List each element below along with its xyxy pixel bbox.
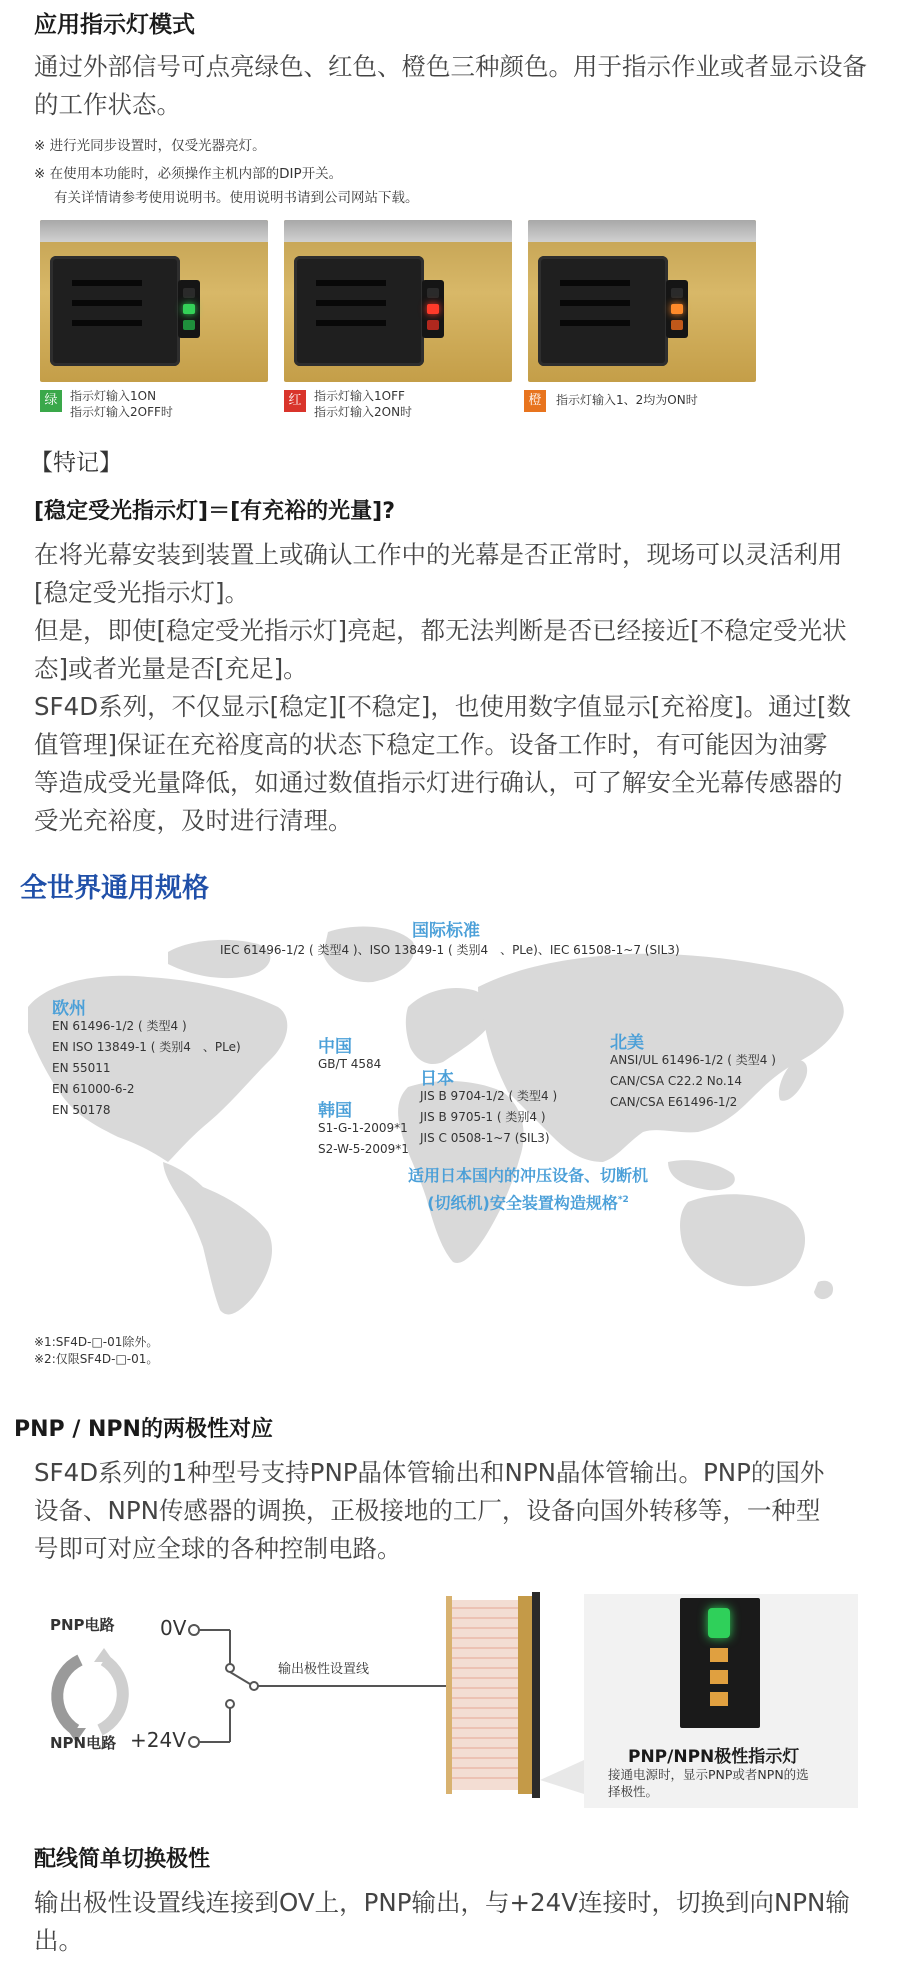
region-korea: 韩国 xyxy=(318,1101,352,1121)
v24-label: +24V xyxy=(130,1728,186,1752)
indicator-photo-orange xyxy=(528,220,756,382)
npn-circuit-label: NPN电路 xyxy=(50,1734,117,1752)
region-japan: 日本 xyxy=(420,1069,454,1089)
japan-standards: JIS B 9704-1/2 ( 类型4 ) JIS B 9705-1 ( 类别4 ) JIS C 0508-1~7 (SIL3) xyxy=(420,1089,558,1145)
international-standards: IEC 61496-1/2 ( 类型4 )、ISO 13849-1 ( 类别4 、PLe)、IEC 61508-1~7 (SIL3) xyxy=(220,943,680,957)
indicator-photo-green xyxy=(40,220,268,382)
indicator-photo-red xyxy=(284,220,512,382)
region-europe: 欧州 xyxy=(52,999,86,1019)
green-caption: 指示灯输入1ON 指示灯输入2OFF时 xyxy=(70,389,173,419)
green-badge: 绿 xyxy=(40,390,62,412)
region-international: 国际标准 xyxy=(412,921,480,941)
north-america-standards: ANSI/UL 61496-1/2 ( 类型4 ) CAN/CSA C22.2 No.14 CAN/CSA E61496-1/2 xyxy=(610,1053,776,1109)
korea-standards: S1-G-1-2009*1 S2-W-5-2009*1 xyxy=(318,1121,409,1156)
polarity-indicator-panel xyxy=(584,1594,858,1808)
map-footnotes: ※1:SF4D-□-01除外。 ※2:仅限SF4D-□-01。 xyxy=(34,1335,159,1366)
red-caption: 指示灯输入1OFF 指示灯输入2ON时 xyxy=(314,389,413,419)
indicator-note-1: ※ 进行光同步设置时，仅受光器亮灯。 xyxy=(34,138,266,154)
special-note-body: 在将光幕安装到装置上或确认工作中的光幕是否正常时，现场可以灵活利用 [稳定受光指示灯]。 但是，即使[稳定受光指示灯]亮起，都无法判断是否已经接近[不稳定受光状 态]或者光量是否[充足]。 SF4D系列，不仅显示[稳定][不稳定]，也使用数字值显示[充裕度]。通过[数 值管理]保证在充裕度高的状态下稳定工作。设备工作时，有可能因为油雾 等造成受光量降低，如通过数值指示灯进行确认，可了解安全光幕传感器的 受光充裕度，及时进行清理。 xyxy=(34,540,852,835)
indicator-mode-body: 通过外部信号可点亮绿色、红色、橙色三种颜色。用于指示作业或者显示设备的工作状态。 xyxy=(34,52,867,119)
indicator-device xyxy=(680,1598,760,1728)
pnp-circuit-label: PNP电路 xyxy=(50,1616,115,1634)
wiring-body: 输出极性设置线连接到OV上，PNP输出，与+24V连接时，切换到向NPN输 出。 xyxy=(34,1888,850,1955)
polarity-body: SF4D系列的1种型号支持PNP晶体管输出和NPN晶体管输出。PNP的国外 设备、NPN传感器的调换，正极接地的工厂，设备向国外转移等，一种型 号即可对应全球的各种控制电路。 xyxy=(34,1458,825,1563)
orange-badge: 橙 xyxy=(524,390,546,412)
japan-press-standard: 适用日本国内的冲压设备、切断机 (切纸机)安全装置构造规格$^{*2}$ xyxy=(408,1166,649,1213)
wiring-title: 配线简单切换极性 xyxy=(34,1847,211,1872)
ov-label: 0V xyxy=(160,1616,187,1640)
indicator-title: PNP/NPN极性指示灯 xyxy=(628,1747,800,1767)
special-note-label: 【特记】 xyxy=(30,450,122,476)
global-title: 全世界通用规格 xyxy=(20,873,209,904)
china-standards: GB/T 4584 xyxy=(318,1057,382,1071)
red-badge: 红 xyxy=(284,390,306,412)
wire-label: 输出极性设置线 xyxy=(278,1662,370,1677)
indicator-note-2: ※ 在使用本功能时，必须操作主机内部的DIP开关。 xyxy=(34,166,343,182)
indicator-note-3: 有关详情请参考使用说明书。使用说明书请到公司网站下载。 xyxy=(54,190,419,206)
region-north-america: 北美 xyxy=(610,1033,644,1053)
europe-standards: EN 61496-1/2 ( 类型4 ) EN ISO 13849-1 ( 类别4 、PLe) EN 55011 EN 61000-6-2 EN 50178 xyxy=(52,1019,241,1117)
indicator-mode-title: 应用指示灯模式 xyxy=(34,12,195,38)
indicator-description: 接通电源时，显示PNP或者NPN的选 择极性。 xyxy=(608,1767,809,1799)
special-note-subtitle: [稳定受光指示灯]＝[有充裕的光量]? xyxy=(34,499,395,524)
region-china: 中国 xyxy=(318,1037,352,1057)
polarity-title: PNP / NPN的两极性对应 xyxy=(14,1417,273,1442)
orange-caption: 指示灯输入1、2均为ON时 xyxy=(556,393,698,407)
